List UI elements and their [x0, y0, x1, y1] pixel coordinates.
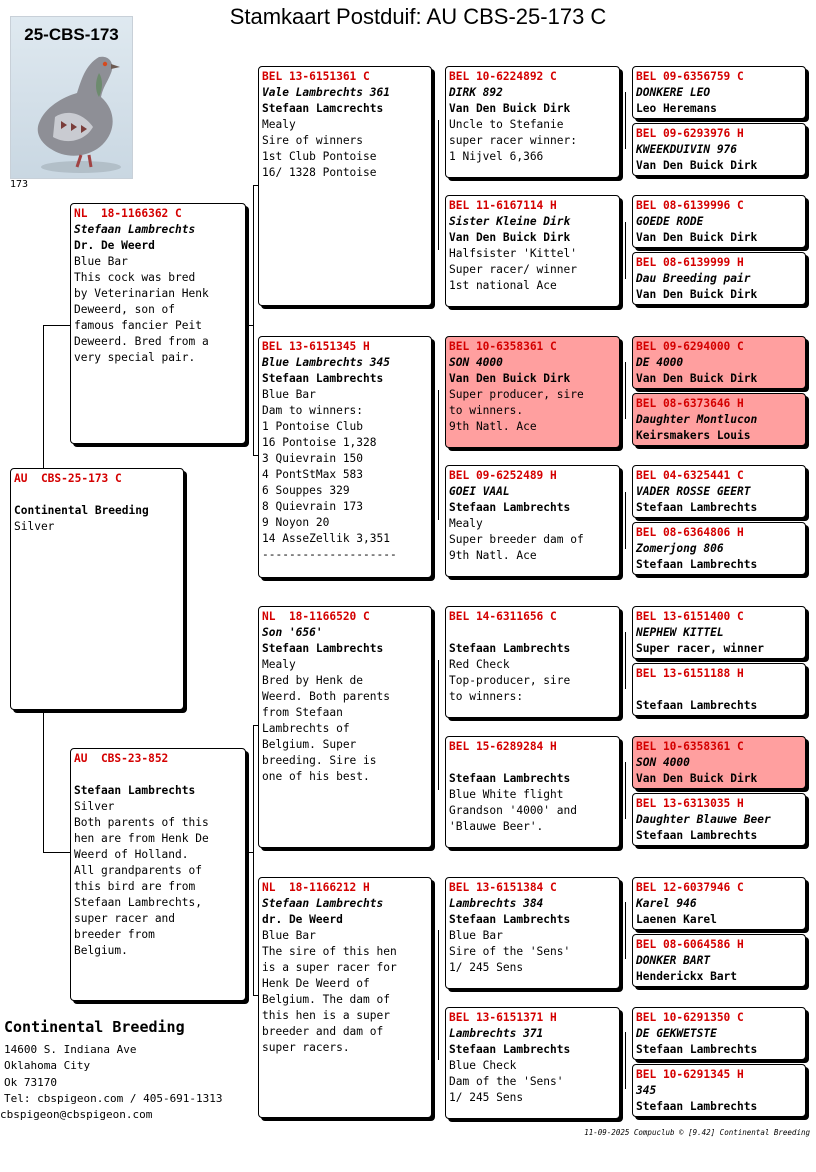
owner-name: Stefaan Lambrechts: [636, 699, 758, 712]
sire-owner: Dr. De Weerd: [74, 239, 155, 252]
pigeon-name: VADER ROSSE GEERT: [636, 485, 751, 498]
pigeon-name: DONKER BART: [636, 954, 711, 967]
pigeon-name: 345: [636, 1084, 657, 1097]
note-line: 6 Souppes 329: [262, 484, 350, 497]
gen4-card[interactable]: [632, 252, 806, 305]
pigeon-name: Lambrechts 384: [449, 897, 544, 910]
print-stamp: 11-09-2025 Compuclub © [9.42] Continental Breeding: [584, 1128, 810, 1137]
grandsire-maternal-card[interactable]: [258, 606, 432, 848]
note-line: Weerd. Both parents: [262, 690, 390, 703]
contact-line: Tel: cbspigeon.com / 405-691-1313: [4, 1091, 223, 1105]
gen3-card[interactable]: [445, 465, 620, 577]
connector-g2a-mid: [246, 325, 253, 326]
note-line: 1st Club Pontoise: [262, 150, 377, 163]
note-line: Uncle to Stefanie: [449, 118, 564, 131]
ring-number: BEL 13-6151400 C: [636, 610, 744, 623]
note-line: Super producer, sire: [449, 388, 584, 401]
note-line: 16 Pontoise 1,328: [262, 436, 377, 449]
owner-name: Laenen Karel: [636, 913, 717, 926]
pigeon-photo: [10, 16, 133, 179]
owner-name: Stefaan Lambrechts: [449, 501, 571, 514]
gen4-card[interactable]: [632, 793, 806, 846]
ring-number: BEL 09-6356759 C: [636, 70, 744, 83]
photo-ring-label: 25-CBS-173: [24, 25, 119, 44]
pigeon-name: NEPHEW KITTEL: [636, 626, 724, 639]
sire-ring: NL 18-1166362 C: [74, 207, 182, 220]
photo-caption: 173: [10, 179, 29, 190]
owner-name: Van Den Buick Dirk: [636, 372, 758, 385]
note-line: Blue Bar: [449, 929, 503, 942]
note-line: super racer winner:: [449, 134, 577, 147]
pigeon-name: DE GEKWETSTE: [636, 1027, 717, 1040]
note-line: is a super racer for: [262, 961, 397, 974]
sire-line: very special pair.: [74, 351, 196, 364]
gen3-card[interactable]: [445, 195, 620, 307]
note-line: Mealy: [262, 118, 296, 131]
note-line: Dam to winners:: [262, 404, 364, 417]
note-line: 8 Quievrain 173: [262, 500, 364, 513]
ring-number: BEL 08-6139996 C: [636, 199, 744, 212]
owner-name: Stefaan Lambrechts: [636, 829, 758, 842]
pigeon-name: Daughter Blauwe Beer: [636, 813, 771, 826]
pigeon-name: [636, 682, 802, 698]
gen4-card[interactable]: [632, 123, 806, 176]
ring-number: BEL 04-6325441 C: [636, 469, 744, 482]
note-line: this hen is a super: [262, 1009, 390, 1022]
connector-g3b: [438, 390, 439, 520]
pigeon-name: Stefaan Lambrechts: [262, 897, 384, 910]
dam-line: hen are from Henk De: [74, 832, 209, 845]
connector-sire-horizontal: [43, 325, 70, 326]
note-line: Henk De Weerd of: [262, 977, 370, 990]
owner-name: Van Den Buick Dirk: [449, 372, 571, 385]
subject-line: [14, 487, 180, 503]
dam-line: breeder from: [74, 928, 155, 941]
connector-g2b: [253, 725, 254, 995]
gen4-card[interactable]: [632, 522, 806, 575]
note-line: 3 Quievrain 150: [262, 452, 364, 465]
pigeon-name: SON 4000: [449, 356, 503, 369]
ring-number: BEL 08-6373646 H: [636, 397, 744, 410]
address-line: Oklahoma City: [4, 1059, 91, 1073]
pigeon-name: Son '656': [262, 626, 323, 639]
email-line: cbspigeon@cbspigeon.com: [0, 1108, 153, 1122]
connector-g4f: [625, 762, 626, 819]
note-line: Top-producer, sire: [449, 674, 571, 687]
ring-number: BEL 08-6064586 H: [636, 938, 744, 951]
dam-ring: AU CBS-23-852: [74, 752, 169, 765]
pigeon-name: Dau Breeding pair: [636, 272, 751, 285]
ring-number: BEL 13-6151345 H: [262, 340, 370, 353]
note-line: Blue White flight: [449, 788, 564, 801]
note-line: 4 PontStMax 583: [262, 468, 364, 481]
ring-number: BEL 13-6151188 H: [636, 667, 744, 680]
pigeon-name: SON 4000: [636, 756, 690, 769]
note-line: Belgium. The dam of: [262, 993, 390, 1006]
note-line: 1/ 245 Sens: [449, 1091, 524, 1104]
pigeon-name: Karel 946: [636, 897, 697, 910]
subject-color: Silver: [14, 520, 55, 533]
page-title: Stamkaart Postduif: AU CBS-25-173 C: [229, 4, 607, 29]
ring-number: BEL 13-6151371 H: [449, 1011, 557, 1024]
note-line: 'Blauwe Beer'.: [449, 820, 544, 833]
gen3-card[interactable]: [445, 877, 620, 989]
ring-number: BEL 13-6151361 C: [262, 70, 370, 83]
sire-line: by Veterinarian Henk: [74, 287, 209, 300]
note-line: 16/ 1328 Pontoise: [262, 166, 377, 179]
connector-dam-vertical: [43, 710, 44, 852]
breeder-address: [0, 1042, 223, 1123]
note-line: The sire of this hen: [262, 945, 397, 958]
ring-number: BEL 15-6289284 H: [449, 740, 557, 753]
note-line: Blue Check: [449, 1059, 517, 1072]
owner-name: Stefaan Lambrechts: [636, 558, 758, 571]
gen4-card[interactable]: [632, 66, 806, 119]
sire-name: Stefaan Lambrechts: [74, 223, 196, 236]
note-line: Blue Bar: [262, 929, 316, 942]
owner-name: Van Den Buick Dirk: [636, 288, 758, 301]
sire-line: famous fancier Peit: [74, 319, 202, 332]
ring-number: BEL 13-6313035 H: [636, 797, 744, 810]
connector-g3c: [438, 660, 439, 790]
note-line: 1 Pontoise Club: [262, 420, 364, 433]
dam-line: this bird are from: [74, 880, 196, 893]
owner-name: Stefaan Lambrechts: [449, 913, 571, 926]
gen4-card[interactable]: [632, 336, 806, 389]
note-line: Super racer/ winner: [449, 263, 577, 276]
connector-g4b: [625, 222, 626, 279]
note-line: Sire of the 'Sens': [449, 945, 571, 958]
subject-owner: Continental Breeding: [14, 504, 149, 517]
dam-line: Belgium.: [74, 944, 128, 957]
connector-g4h: [625, 1032, 626, 1089]
owner-name: Stefaan Lambrechts: [449, 642, 571, 655]
owner-name: Stefaan Lamcrechts: [262, 102, 384, 115]
note-line: breeder and dam of: [262, 1025, 384, 1038]
note-line: super racers.: [262, 1041, 350, 1054]
ring-number: BEL 08-6364806 H: [636, 526, 744, 539]
gen4-card[interactable]: [632, 606, 806, 659]
breeder-name: Continental Breeding: [4, 1018, 185, 1036]
dam-line: super racer and: [74, 912, 176, 925]
note-line: Red Check: [449, 658, 510, 671]
address-line: 14600 S. Indiana Ave: [4, 1043, 137, 1056]
gen4-card[interactable]: [632, 465, 806, 518]
pigeon-name: Zomerjong 806: [636, 542, 724, 555]
sire-card[interactable]: [70, 203, 246, 444]
pigeon-name: Vale Lambrechts 361: [262, 86, 390, 99]
note-line: 1/ 245 Sens: [449, 961, 524, 974]
pigeon-name: DONKERE LEO: [636, 86, 711, 99]
pigeon-name: Blue Lambrechts 345: [262, 356, 390, 369]
owner-name: Van Den Buick Dirk: [636, 772, 758, 785]
gen4-card[interactable]: [632, 393, 806, 446]
owner-name: Stefaan Lambrechts: [636, 1043, 758, 1056]
connector-g2a: [253, 185, 254, 455]
owner-name: Leo Heremans: [636, 102, 717, 115]
pigeon-name: Lambrechts 371: [449, 1027, 544, 1040]
sire-line: Blue Bar: [74, 255, 128, 268]
owner-name: Stefaan Lambrechts: [262, 372, 384, 385]
gen4-card[interactable]: [632, 663, 806, 716]
note-line: 9th Natl. Ace: [449, 420, 537, 433]
gen4-card[interactable]: [632, 877, 806, 930]
ring-number: BEL 12-6037946 C: [636, 881, 744, 894]
gen4-card[interactable]: [632, 736, 806, 789]
owner-name: Keirsmakers Louis: [636, 429, 751, 442]
pigeon-name: [449, 625, 616, 641]
gen3-card[interactable]: [445, 336, 620, 448]
grandsire-paternal-card[interactable]: [258, 66, 432, 306]
pigeon-name: KWEEKDUIVIN 976: [636, 143, 738, 156]
connector-g4a: [625, 92, 626, 149]
note-line: Mealy: [449, 517, 483, 530]
note-line: Belgium. Super: [262, 738, 357, 751]
owner-name: Van Den Buick Dirk: [449, 102, 571, 115]
note-line: Grandson '4000' and: [449, 804, 577, 817]
pigeon-name: Sister Kleine Dirk: [449, 215, 571, 228]
connector-g4g: [625, 902, 626, 959]
note-line: 14 AsseZellik 3,351: [262, 532, 390, 545]
dam-line: Weerd of Holland.: [74, 848, 189, 861]
connector-sire-vertical: [43, 325, 44, 468]
sire-line: Deweerd, son of: [74, 303, 176, 316]
ring-number: BEL 10-6358361 C: [449, 340, 557, 353]
gen3-card[interactable]: [445, 1007, 620, 1119]
sire-line: This cock was bred: [74, 271, 196, 284]
dam-line: Silver: [74, 800, 115, 813]
pigeon-name: DIRK 892: [449, 86, 503, 99]
owner-name: Van Den Buick Dirk: [636, 159, 758, 172]
gen4-card[interactable]: [632, 934, 806, 987]
note-line: to winners.: [449, 404, 524, 417]
note-line: 9 Noyon 20: [262, 516, 330, 529]
owner-name: dr. De Weerd: [262, 913, 343, 926]
connector-g4e: [625, 632, 626, 689]
note-line: 1st national Ace: [449, 279, 557, 292]
gen3-card[interactable]: [445, 66, 620, 178]
ring-number: BEL 09-6293976 H: [636, 127, 744, 140]
note-line: breeding. Sire is: [262, 754, 377, 767]
owner-name: Van Den Buick Dirk: [636, 231, 758, 244]
ring-number: BEL 09-6252489 H: [449, 469, 557, 482]
granddam-paternal-card[interactable]: [258, 336, 432, 578]
note-line: 9th Natl. Ace: [449, 549, 537, 562]
ring-number: NL 18-1166212 H: [262, 881, 370, 894]
connector-dam-horizontal: [43, 852, 70, 853]
ring-number: NL 18-1166520 C: [262, 610, 370, 623]
note-line: Super breeder dam of: [449, 533, 584, 546]
pigeon-name: GOEI VAAL: [449, 485, 510, 498]
ring-number: BEL 10-6291345 H: [636, 1068, 744, 1081]
note-line: Halfsister 'Kittel': [449, 247, 577, 260]
gen4-card[interactable]: [632, 195, 806, 248]
dam-line: Both parents of this: [74, 816, 209, 829]
subject-pigeon-card[interactable]: [10, 468, 184, 710]
owner-name: Stefaan Lambrechts: [262, 642, 384, 655]
dam-owner: Stefaan Lambrechts: [74, 784, 196, 797]
dam-line: All grandparents of: [74, 864, 202, 877]
ring-number: BEL 08-6139999 H: [636, 256, 744, 269]
note-line: 1 Nijvel 6,366: [449, 150, 544, 163]
connector-g3a: [438, 120, 439, 250]
ring-number: BEL 10-6224892 C: [449, 70, 557, 83]
connector-g4c: [625, 362, 626, 419]
owner-name: Stefaan Lambrechts: [449, 772, 571, 785]
note-line: Lambrechts of: [262, 722, 350, 735]
pigeon-name: Daughter Montlucon: [636, 413, 758, 426]
connector-g3d: [438, 930, 439, 1060]
gen4-card[interactable]: [632, 1064, 806, 1117]
note-line: Sire of winners: [262, 134, 364, 147]
note-line: Bred by Henk de: [262, 674, 364, 687]
pigeon-name: GOEDE RODE: [636, 215, 704, 228]
address-line: Ok 73170: [4, 1075, 57, 1089]
connector-g4d: [625, 492, 626, 549]
dam-line: Stefaan Lambrechts,: [74, 896, 202, 909]
note-line: from Stefaan: [262, 706, 343, 719]
dam-line: [74, 767, 242, 783]
ring-number: BEL 14-6311656 C: [449, 610, 557, 623]
note-line: one of his best.: [262, 770, 370, 783]
subject-ring: AU CBS-25-173 C: [14, 472, 122, 485]
pigeon-name: [449, 755, 616, 771]
ring-number: BEL 10-6291350 C: [636, 1011, 744, 1024]
gen3-card[interactable]: [445, 606, 620, 718]
note-line: Mealy: [262, 658, 296, 671]
gen4-card[interactable]: [632, 1007, 806, 1060]
note-line: Blue Bar: [262, 388, 316, 401]
owner-name: Stefaan Lambrechts: [449, 1043, 571, 1056]
gen3-card[interactable]: [445, 736, 620, 848]
ring-number: BEL 10-6358361 C: [636, 740, 744, 753]
owner-name: Stefaan Lambrechts: [636, 1100, 758, 1113]
ring-number: BEL 09-6294000 C: [636, 340, 744, 353]
pigeon-name: DE 4000: [636, 356, 684, 369]
owner-name: Van Den Buick Dirk: [449, 231, 571, 244]
owner-name: Stefaan Lambrechts: [636, 501, 758, 514]
note-line: --------------------: [262, 548, 397, 561]
ring-number: BEL 11-6167114 H: [449, 199, 557, 212]
owner-name: Super racer, winner: [636, 642, 764, 655]
note-line: Dam of the 'Sens': [449, 1075, 564, 1088]
sire-line: Deweerd. Bred from a: [74, 335, 209, 348]
dam-card[interactable]: [70, 748, 246, 1001]
owner-name: Henderickx Bart: [636, 970, 738, 983]
ring-number: BEL 13-6151384 C: [449, 881, 557, 894]
granddam-maternal-card[interactable]: [258, 877, 432, 1118]
note-line: to winners:: [449, 690, 524, 703]
connector-g2b-mid: [246, 852, 253, 853]
